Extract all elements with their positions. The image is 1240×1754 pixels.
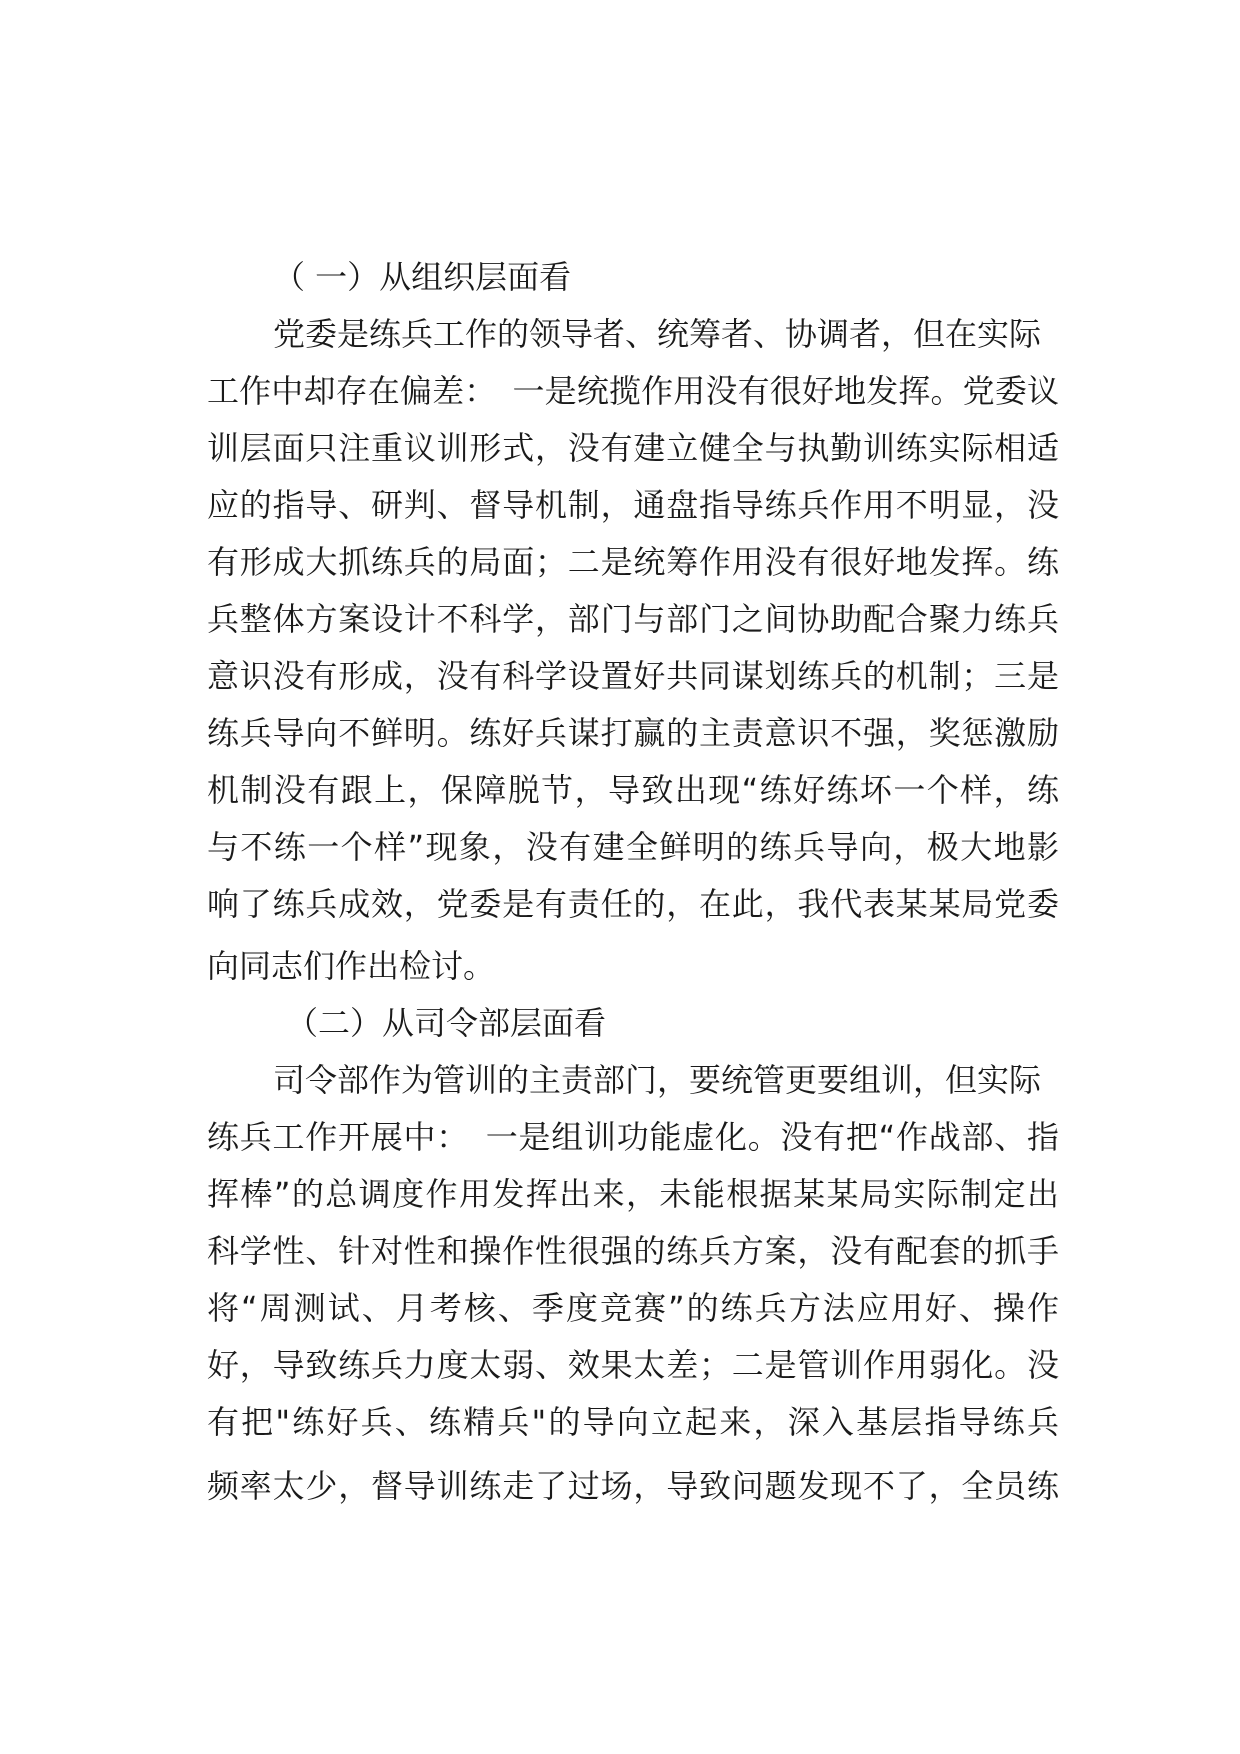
paragraph-line: 党委是练兵工作的领导者、统筹者、协调者，但在实际 (273, 315, 1042, 353)
paragraph-line: 频率太少，督导训练走了过场，导致问题发现不了，全员练 (207, 1467, 1059, 1505)
paragraph-line: 向同志们作出检讨。 (207, 947, 496, 985)
section-heading-organization: （ 一）从组织层面看 (273, 258, 572, 296)
paragraph-line: 意识没有形成，没有科学设置好共同谋划练兵的机制；三是 (207, 657, 1059, 695)
paragraph-line: 与不练一个样”现象，没有建全鲜明的练兵导向，极大地影 (207, 828, 1059, 866)
paragraph-line: 机制没有跟上，保障脱节，导致出现“练好练坏一个样，练 (207, 771, 1059, 809)
paragraph-line: 响了练兵成效，党委是有责任的，在此，我代表某某局党委 (207, 885, 1059, 923)
paragraph-line: 兵整体方案设计不科学，部门与部门之间协助配合聚力练兵 (207, 600, 1059, 638)
paragraph-line: 练兵工作开展中： 一是组训功能虚化。没有把“作战部、指 (207, 1118, 1059, 1156)
paragraph-line: 工作中却存在偏差： 一是统揽作用没有很好地发挥。党委议 (207, 372, 1059, 410)
paragraph-line: 应的指导、研判、督导机制，通盘指导练兵作用不明显，没 (207, 486, 1059, 524)
section-heading-headquarters: （二）从司令部层面看 (286, 1004, 607, 1042)
paragraph-line: 科学性、针对性和操作性很强的练兵方案，没有配套的抓手 (207, 1232, 1059, 1270)
paragraph-line: 挥棒”的总调度作用发挥出来，未能根据某某局实际制定出 (207, 1175, 1059, 1213)
paragraph-line: 有把"练好兵、练精兵"的导向立起来，深入基层指导练兵 (207, 1403, 1059, 1441)
paragraph-line: 将“周测试、月考核、季度竞赛”的练兵方法应用好、操作 (207, 1289, 1059, 1327)
paragraph-line: 训层面只注重议训形式，没有建立健全与执勤训练实际相适 (207, 429, 1059, 467)
paragraph-line: 好，导致练兵力度太弱、效果太差；二是管训作用弱化。没 (207, 1346, 1059, 1384)
paragraph-line: 司令部作为管训的主责部门，要统管更要组训，但实际 (273, 1061, 1042, 1099)
paragraph-line: 练兵导向不鲜明。练好兵谋打赢的主责意识不强，奖惩激励 (207, 714, 1059, 752)
paragraph-line: 有形成大抓练兵的局面；二是统筹作用没有很好地发挥。练 (207, 543, 1059, 581)
